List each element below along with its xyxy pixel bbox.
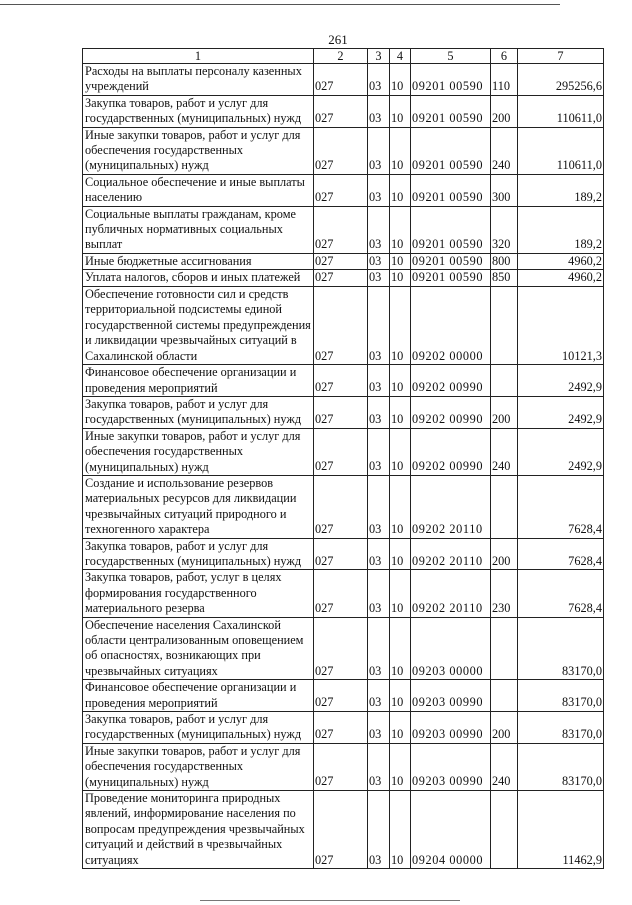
- cell-section: 03: [368, 206, 390, 253]
- table-row: [83, 365, 604, 397]
- cell-csr: 09202 20110: [411, 538, 491, 570]
- cell-section: 03: [368, 712, 390, 744]
- table-body: [83, 64, 604, 869]
- cell-vr: 200: [491, 712, 518, 744]
- cell-section: 03: [368, 791, 390, 869]
- cell-name: Создание и использование резервов материальных ресурсов для ликвидации чрезвычайных ситуаций природного и техногенного характера: [83, 475, 314, 538]
- cell-name: Иные закупки товаров, работ и услуг для обеспечения государственных (муниципальных) нужд: [83, 428, 314, 475]
- cell-name: Уплата налогов, сборов и иных платежей: [83, 270, 314, 287]
- cell-section: 03: [368, 253, 390, 270]
- cell-vr: 200: [491, 538, 518, 570]
- table-row: [83, 570, 604, 617]
- cell-gov: 027: [314, 743, 368, 790]
- cell-amount: 83170,0: [518, 680, 604, 712]
- cell-name: Социальные выплаты гражданам, кроме публичных нормативных социальных выплат: [83, 206, 314, 253]
- cell-gov: 027: [314, 64, 368, 96]
- table-row: [83, 743, 604, 790]
- cell-amount: 83170,0: [518, 617, 604, 680]
- cell-gov: 027: [314, 428, 368, 475]
- cell-section: 03: [368, 95, 390, 127]
- cell-amount: 2492,9: [518, 428, 604, 475]
- cell-name: Закупка товаров, работ и услуг для государственных (муниципальных) нужд: [83, 396, 314, 428]
- cell-name: Закупка товаров, работ и услуг для государственных (муниципальных) нужд: [83, 538, 314, 570]
- cell-gov: 027: [314, 475, 368, 538]
- table-row: [83, 712, 604, 744]
- cell-vr: 240: [491, 428, 518, 475]
- cell-subsection: 10: [390, 287, 411, 365]
- cell-vr: 240: [491, 127, 518, 174]
- cell-csr: 09202 00000: [411, 287, 491, 365]
- cell-section: 03: [368, 365, 390, 397]
- cell-section: 03: [368, 617, 390, 680]
- cell-gov: 027: [314, 712, 368, 744]
- cell-subsection: 10: [390, 680, 411, 712]
- cell-amount: 110611,0: [518, 127, 604, 174]
- table-row: [83, 206, 604, 253]
- cell-csr: 09203 00000: [411, 617, 491, 680]
- cell-subsection: 10: [390, 206, 411, 253]
- cell-subsection: 10: [390, 538, 411, 570]
- cell-section: 03: [368, 538, 390, 570]
- cell-subsection: 10: [390, 127, 411, 174]
- cell-amount: 11462,9: [518, 791, 604, 869]
- cell-name: Проведение мониторинга природных явлений, информирование населения по вопросам предупреждения чрезвычайных ситуаций и действий в чрезвычайных ситуациях: [83, 791, 314, 869]
- cell-amount: 83170,0: [518, 712, 604, 744]
- cell-csr: 09201 00590: [411, 206, 491, 253]
- cell-section: 03: [368, 174, 390, 206]
- cell-csr: 09202 20110: [411, 570, 491, 617]
- cell-section: 03: [368, 396, 390, 428]
- cell-section: 03: [368, 743, 390, 790]
- cell-name: Обеспечение готовности сил и средств территориальной подсистемы единой государственной системы предупреждения и ликвидации чрезвычайных ситуаций в Сахалинской области: [83, 287, 314, 365]
- bottom-rule: [200, 900, 460, 901]
- cell-name: Закупка товаров, работ и услуг для государственных (муниципальных) нужд: [83, 95, 314, 127]
- cell-section: 03: [368, 64, 390, 96]
- table-row: [83, 270, 604, 287]
- cell-vr: 110: [491, 64, 518, 96]
- table-row: [83, 538, 604, 570]
- table-header: [83, 49, 604, 64]
- cell-amount: 2492,9: [518, 396, 604, 428]
- cell-gov: 027: [314, 174, 368, 206]
- header-col-amount: 7: [518, 49, 604, 64]
- cell-vr: 200: [491, 95, 518, 127]
- cell-amount: 4960,2: [518, 270, 604, 287]
- budget-table: [82, 48, 604, 869]
- header-col-csr: 5: [411, 49, 491, 64]
- cell-name: Иные закупки товаров, работ и услуг для обеспечения государственных (муниципальных) нужд: [83, 127, 314, 174]
- table-row: [83, 127, 604, 174]
- header-col-subsection: 4: [390, 49, 411, 64]
- cell-vr: 200: [491, 396, 518, 428]
- cell-amount: 189,2: [518, 174, 604, 206]
- cell-amount: 110611,0: [518, 95, 604, 127]
- cell-name: Социальное обеспечение и иные выплаты населению: [83, 174, 314, 206]
- cell-csr: 09202 00990: [411, 396, 491, 428]
- cell-csr: 09202 00990: [411, 365, 491, 397]
- header-col-section: 3: [368, 49, 390, 64]
- cell-gov: 027: [314, 791, 368, 869]
- cell-csr: 09203 00990: [411, 743, 491, 790]
- cell-vr: 320: [491, 206, 518, 253]
- cell-subsection: 10: [390, 570, 411, 617]
- cell-name: Закупка товаров, работ и услуг для государственных (муниципальных) нужд: [83, 712, 314, 744]
- cell-gov: 027: [314, 617, 368, 680]
- cell-amount: 4960,2: [518, 253, 604, 270]
- cell-vr: 850: [491, 270, 518, 287]
- cell-gov: 027: [314, 396, 368, 428]
- cell-vr: [491, 680, 518, 712]
- cell-subsection: 10: [390, 791, 411, 869]
- cell-gov: 027: [314, 680, 368, 712]
- page-number: 261: [328, 32, 348, 47]
- cell-csr: 09201 00590: [411, 270, 491, 287]
- cell-subsection: 10: [390, 743, 411, 790]
- cell-csr: 09201 00590: [411, 127, 491, 174]
- cell-subsection: 10: [390, 617, 411, 680]
- cell-subsection: 10: [390, 428, 411, 475]
- table-row: [83, 64, 604, 96]
- cell-gov: 027: [314, 253, 368, 270]
- cell-section: 03: [368, 570, 390, 617]
- cell-gov: 027: [314, 270, 368, 287]
- cell-section: 03: [368, 127, 390, 174]
- cell-amount: 7628,4: [518, 570, 604, 617]
- cell-name: Иные бюджетные ассигнования: [83, 253, 314, 270]
- header-col-gov: 2: [314, 49, 368, 64]
- table-row: [83, 253, 604, 270]
- cell-subsection: 10: [390, 174, 411, 206]
- cell-amount: 189,2: [518, 206, 604, 253]
- cell-section: 03: [368, 287, 390, 365]
- cell-gov: 027: [314, 538, 368, 570]
- cell-section: 03: [368, 475, 390, 538]
- table-row: [83, 791, 604, 869]
- cell-amount: 10121,3: [518, 287, 604, 365]
- cell-vr: [491, 617, 518, 680]
- cell-name: Финансовое обеспечение организации и проведения мероприятий: [83, 365, 314, 397]
- cell-csr: 09201 00590: [411, 174, 491, 206]
- cell-amount: 7628,4: [518, 538, 604, 570]
- top-rule: [0, 4, 560, 5]
- cell-subsection: 10: [390, 253, 411, 270]
- table-row: [83, 680, 604, 712]
- table-row: [83, 174, 604, 206]
- cell-subsection: 10: [390, 64, 411, 96]
- cell-csr: 09203 00990: [411, 712, 491, 744]
- cell-csr: 09201 00590: [411, 253, 491, 270]
- cell-gov: 027: [314, 127, 368, 174]
- cell-name: Закупка товаров, работ, услуг в целях формирования государственного материального резерва: [83, 570, 314, 617]
- cell-amount: 2492,9: [518, 365, 604, 397]
- cell-csr: 09204 00000: [411, 791, 491, 869]
- cell-subsection: 10: [390, 396, 411, 428]
- cell-amount: 7628,4: [518, 475, 604, 538]
- cell-vr: [491, 365, 518, 397]
- cell-vr: 230: [491, 570, 518, 617]
- cell-vr: [491, 287, 518, 365]
- cell-subsection: 10: [390, 365, 411, 397]
- table-row: [83, 428, 604, 475]
- cell-vr: [491, 475, 518, 538]
- cell-amount: 295256,6: [518, 64, 604, 96]
- cell-gov: 027: [314, 365, 368, 397]
- cell-name: Расходы на выплаты персоналу казенных учреждений: [83, 64, 314, 96]
- cell-vr: 800: [491, 253, 518, 270]
- cell-subsection: 10: [390, 712, 411, 744]
- header-row: [83, 49, 604, 64]
- cell-gov: 027: [314, 95, 368, 127]
- cell-vr: [491, 791, 518, 869]
- cell-gov: 027: [314, 570, 368, 617]
- cell-csr: 09202 20110: [411, 475, 491, 538]
- cell-csr: 09201 00590: [411, 64, 491, 96]
- cell-subsection: 10: [390, 475, 411, 538]
- cell-name: Финансовое обеспечение организации и проведения мероприятий: [83, 680, 314, 712]
- table-row: [83, 396, 604, 428]
- table-row: [83, 617, 604, 680]
- cell-amount: 83170,0: [518, 743, 604, 790]
- cell-gov: 027: [314, 287, 368, 365]
- cell-section: 03: [368, 680, 390, 712]
- cell-name: Иные закупки товаров, работ и услуг для обеспечения государственных (муниципальных) нужд: [83, 743, 314, 790]
- cell-csr: 09202 00990: [411, 428, 491, 475]
- table-row: [83, 475, 604, 538]
- cell-vr: 300: [491, 174, 518, 206]
- cell-csr: 09201 00590: [411, 95, 491, 127]
- cell-name: Обеспечение населения Сахалинской области централизованным оповещением об опасностях, возникающих при чрезвычайных ситуациях: [83, 617, 314, 680]
- header-col-vr: 6: [491, 49, 518, 64]
- header-col-name: 1: [83, 49, 314, 64]
- cell-gov: 027: [314, 206, 368, 253]
- cell-section: 03: [368, 428, 390, 475]
- table-row: [83, 287, 604, 365]
- cell-vr: 240: [491, 743, 518, 790]
- cell-subsection: 10: [390, 270, 411, 287]
- table-row: [83, 95, 604, 127]
- cell-section: 03: [368, 270, 390, 287]
- cell-subsection: 10: [390, 95, 411, 127]
- cell-csr: 09203 00990: [411, 680, 491, 712]
